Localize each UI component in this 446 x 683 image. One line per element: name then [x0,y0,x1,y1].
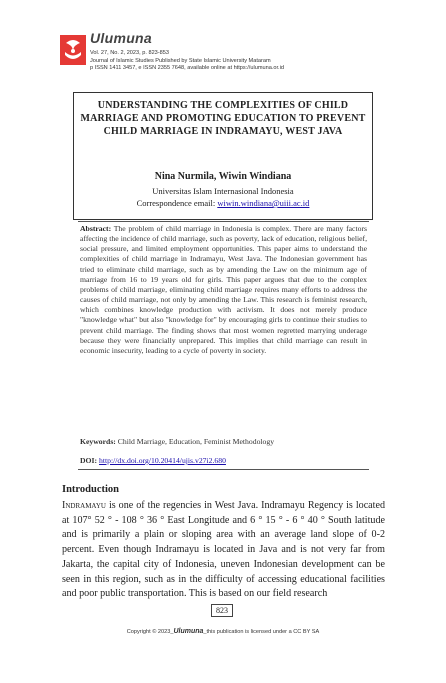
footer-suffix: _this publication is licensed under a CC BY SA [203,629,320,635]
journal-logo [60,35,86,65]
abstract [80,224,367,356]
introduction-heading: Introduction [62,484,119,495]
doi-link[interactable]: http://dx.doi.org/10.20414/ujis.v27i2.680 [99,456,226,465]
journal-meta [90,50,284,73]
correspondence-email-link[interactable]: wiwin.windiana@uiii.ac.id [217,198,310,208]
abstract-divider-bottom [78,469,369,470]
keywords-label: Keywords: [80,437,116,446]
footer-brand: Ulumuna [173,628,204,635]
author-affiliation: Universitas Islam Internasional Indonesia [152,186,294,196]
introduction-text: is one of the regencies in West Java. Indramayu Regency is located at 107° 52 ° - 108 ° 36 ° East Longitude and 6 ° 15 ° - 6 ° 40 ° South latitude and is primarily a plain or sloping area with an average land slope of 0-2 percent. Even though Indramayu is located in Java and is not very far from Jakarta, the capital city of Indonesia, uneven Indonesian development can be seen in this region, such as in the difficulty of accessing educational facilities and poor public transportation. This is based on our field research [62,500,385,600]
page-number: 823 [211,604,233,617]
article-authors: Nina Nurmila, Wiwin Windiana [154,171,292,182]
journal-brand: Ulumuna [90,30,152,46]
keywords-text: Child Marriage, Education, Feminist Methodology [117,437,275,446]
abstract-text: The problem of child marriage in Indonesia is complex. There are many factors affecting the incidence of child marriage, such as poverty, lack of education, religious belief, social pressure, and limited employment opportunities. This paper aims to understand the complexities of child marriage in Indramayu, West Java. The Indonesian government has tried to eliminate child marriage, such as by amending the Law on the minimum age of marriage from 16 to 19 years old for girls. This paper argues that due to the complex problems of child marriage, eliminating child marriage requires many efforts to address the causes of child marriage, not only by amending the Law. This research is feminist research, which combines knowledge production with activism. It does not merely produce "knowledge what" but also "knowledge for" by encouraging girls to continue their studies to prevent child marriage. The finding shows that most women regretted marrying underage because they were financially unprepared. This implies that child marriage can result in economic insecurity, leading to a cycle of poverty in society. [80,224,367,355]
title-box [73,92,373,220]
article-title: UNDERSTANDING THE COMPLEXITIES OF CHILD MARRIAGE AND PROMOTING EDUCATION TO PREVENT CHILD MARRIAGE IN INDRAMAYU, WEST JAVA [80,100,366,137]
footer-prefix: Copyright © 2023_ [126,629,174,635]
correspondence [74,198,372,208]
journal-publisher: Journal of Islamic Studies Published by State Islamic University Mataram [90,57,271,64]
keywords [80,437,367,446]
introduction-lead-word: Indramayu [62,500,106,511]
journal-issn: p ISSN 1411 3457, e ISSN 2355 7648, available online at https://ulumuna.or.id [90,65,284,72]
abstract-label: Abstract: [80,224,112,233]
copyright-footer [0,628,446,635]
journal-volume: Vol. 27, No. 2, 2023, p. 823-853 [90,50,169,56]
logo-mark-icon [60,35,86,65]
abstract-divider-top [78,221,369,222]
doi-label: DOI: [80,456,98,465]
introduction-body [62,499,385,602]
doi [80,456,226,465]
correspondence-label: Correspondence email: [136,198,216,208]
